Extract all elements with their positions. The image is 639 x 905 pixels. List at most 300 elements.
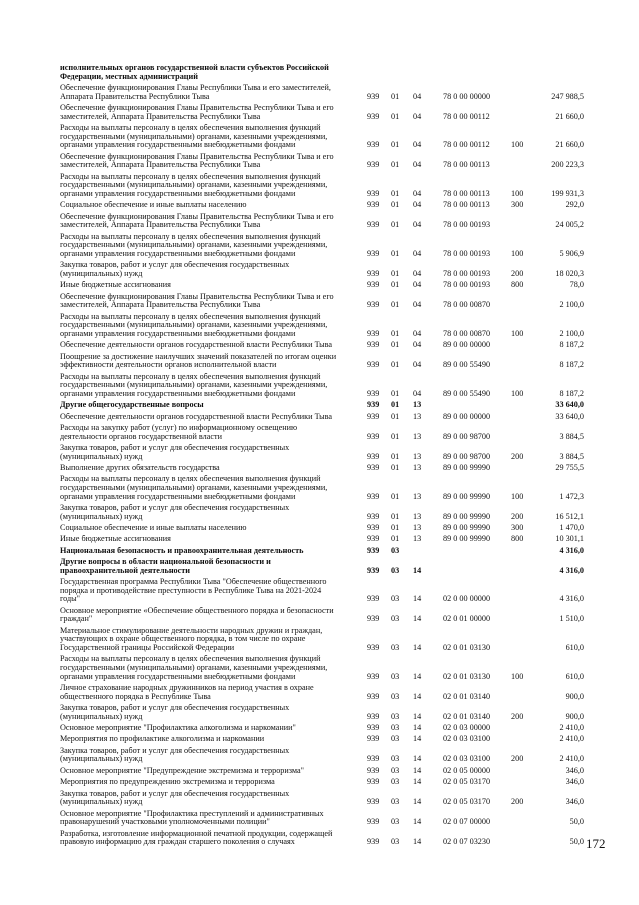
target-article-code: 02 0 07 00000 <box>443 817 491 827</box>
section-code: 03 <box>391 817 400 827</box>
grbs-code: 939 <box>367 220 380 230</box>
table-row <box>0 627 639 653</box>
row-description <box>60 810 352 827</box>
page-number: 172 <box>586 836 606 851</box>
subsection-code: 04 <box>413 200 422 210</box>
target-article-code: 89 0 00 99990 <box>443 491 491 501</box>
section-code: 01 <box>391 268 400 278</box>
subsection-code: 13 <box>413 400 422 410</box>
grbs-code: 939 <box>367 188 380 198</box>
description-line: Федерации, местных администраций <box>60 72 198 81</box>
table-row <box>0 607 639 624</box>
target-article-code: 02 0 01 03130 <box>443 642 491 652</box>
description-line: Расходы на выплаты персоналу в целях обеспечения выполнения функций <box>60 124 321 132</box>
table-row <box>0 124 639 150</box>
amount: 5 906,9 <box>559 248 584 258</box>
grbs-code: 939 <box>367 328 380 338</box>
table-row <box>0 213 639 230</box>
table-row <box>0 724 639 733</box>
subsection-code: 04 <box>413 91 422 101</box>
expense-type-code: 300 <box>511 200 524 210</box>
grbs-code: 939 <box>367 594 380 604</box>
target-article-code: 89 0 00 98700 <box>443 451 491 461</box>
amount: 3 884,5 <box>559 451 584 461</box>
expense-type-code: 100 <box>511 248 524 258</box>
amount: 1 470,0 <box>559 523 584 532</box>
row-description <box>60 524 352 533</box>
grbs-code: 939 <box>367 248 380 258</box>
grbs-code: 939 <box>367 300 380 310</box>
description-line: Национальная безопасность и правоохранительная деятельность <box>60 546 304 555</box>
row-description <box>60 627 352 653</box>
amount: 247 988,5 <box>551 91 584 101</box>
section-code: 03 <box>391 734 400 744</box>
description-line: Обеспечение деятельности органов государственной власти Республики Тыва <box>60 412 333 421</box>
amount: 33 640,0 <box>555 400 584 410</box>
table-row <box>0 401 639 410</box>
amount: 8 187,2 <box>559 340 584 350</box>
section-code: 01 <box>391 451 400 461</box>
description-line: Расходы на выплаты персоналу в целях обеспечения выполнения функций <box>60 655 321 664</box>
amount: 346,0 <box>565 765 584 775</box>
description-line: Закупка товаров, работ и услуг для обеспечения государственных <box>60 504 290 512</box>
table-row <box>0 261 639 278</box>
amount: 24 005,2 <box>555 220 584 230</box>
section-code: 01 <box>391 523 400 532</box>
description-line: Закупка товаров, работ и услуг для обеспечения государственных <box>60 746 290 755</box>
table-row <box>0 524 639 533</box>
subsection-code: 13 <box>413 491 422 501</box>
description-line: исполнительных органов государственной власти субъектов Российской <box>60 64 329 72</box>
description-line: государственными (муниципальными) органами, казенными учреждениями, <box>60 663 328 672</box>
amount: 200 223,3 <box>551 160 584 170</box>
grbs-code: 939 <box>367 565 380 575</box>
expense-type-code: 100 <box>511 491 524 501</box>
row-description <box>60 464 352 473</box>
subsection-code: 04 <box>413 248 422 258</box>
subsection-code: 13 <box>413 411 422 421</box>
grbs-code: 939 <box>367 388 380 398</box>
description-line: Социальное обеспечение и иные выплаты населению <box>60 524 247 532</box>
subsection-code: 04 <box>413 340 422 350</box>
section-code: 01 <box>391 388 400 398</box>
target-article-code: 89 0 00 55490 <box>443 388 491 398</box>
grbs-code: 939 <box>367 777 380 787</box>
description-line: заместителей, Аппарата Правительства Республики Тыва <box>60 221 261 230</box>
grbs-code: 939 <box>367 111 380 121</box>
description-line: (муниципальных) нужд <box>60 269 143 278</box>
description-line: Иные бюджетные ассигнования <box>60 281 171 290</box>
description-line: (муниципальных) нужд <box>60 798 143 807</box>
expense-type-code: 200 <box>511 268 524 278</box>
subsection-code: 14 <box>413 671 422 681</box>
row-description <box>60 578 352 604</box>
target-article-code: 89 0 00 98700 <box>443 431 491 441</box>
target-article-code: 89 0 00 99990 <box>443 534 491 544</box>
description-line: Обеспечение функционирования Главы Правительства Республики Тыва и его <box>60 292 334 301</box>
expense-type-code: 800 <box>511 534 524 544</box>
row-description <box>60 735 352 744</box>
section-code: 01 <box>391 188 400 198</box>
description-line: органами управления государственными внебюджетными фондами <box>60 141 296 150</box>
grbs-code: 939 <box>367 140 380 150</box>
section-code: 03 <box>391 565 400 575</box>
target-article-code: 02 0 05 03170 <box>443 797 491 807</box>
description-line: органами управления государственными внебюджетными фондами <box>60 492 296 501</box>
row-description <box>60 655 352 681</box>
section-code: 01 <box>391 534 400 544</box>
row-description <box>60 353 352 370</box>
subsection-code: 13 <box>413 451 422 461</box>
target-article-code: 78 0 00 00193 <box>443 220 491 230</box>
description-line: порядка и противодействие преступности в Республике Тыва на 2021-2024 <box>60 586 322 595</box>
description-line: Обеспечение функционирования Главы Правительства Республики Тыва и его <box>60 212 334 221</box>
subsection-code: 04 <box>413 268 422 278</box>
row-description <box>60 424 352 441</box>
grbs-code: 939 <box>367 765 380 775</box>
subsection-code: 14 <box>413 691 422 701</box>
row-description <box>60 373 352 399</box>
amount: 10 301,1 <box>555 534 584 544</box>
row-description <box>60 767 352 776</box>
target-article-code: 02 0 03 03100 <box>443 754 491 764</box>
row-description <box>60 281 352 290</box>
target-article-code: 02 0 03 03100 <box>443 734 491 744</box>
description-line: Обеспечение функционирования Главы Правительства Республики Тыва и его <box>60 152 334 161</box>
description-line: заместителей, Аппарата Правительства Республики Тыва <box>60 112 261 121</box>
grbs-code: 939 <box>367 91 380 101</box>
target-article-code: 02 0 07 03230 <box>443 837 491 847</box>
description-line: государственными (муниципальными) органами, казенными учреждениями, <box>60 483 328 492</box>
description-line: Основное мероприятие "Профилактика алкоголизма и наркомании" <box>60 724 296 732</box>
subsection-code: 13 <box>413 431 422 441</box>
amount: 1 510,0 <box>559 614 584 624</box>
description-line: Закупка товаров, работ и услуг для обеспечения государственных <box>60 789 290 798</box>
subsection-code: 04 <box>413 300 422 310</box>
row-description <box>60 213 352 230</box>
grbs-code: 939 <box>367 491 380 501</box>
row-description <box>60 547 352 556</box>
description-line: (муниципальных) нужд <box>60 452 143 461</box>
table-row <box>0 313 639 339</box>
table-row <box>0 173 639 199</box>
description-line: (муниципальных) нужд <box>60 512 143 521</box>
subsection-code: 14 <box>413 754 422 764</box>
section-code: 01 <box>391 400 400 410</box>
table-row <box>0 84 639 101</box>
amount: 2 100,0 <box>559 300 584 310</box>
subsection-code: 04 <box>413 188 422 198</box>
section-code: 01 <box>391 248 400 258</box>
section-code: 01 <box>391 300 400 310</box>
description-line: государственными (муниципальными) органами, казенными учреждениями, <box>60 321 328 330</box>
subsection-code: 04 <box>413 220 422 230</box>
target-article-code: 78 0 00 00113 <box>443 200 490 210</box>
grbs-code: 939 <box>367 837 380 847</box>
amount: 8 187,2 <box>559 360 584 370</box>
amount: 33 640,0 <box>555 411 584 421</box>
description-line: участвующих в охране общественного порядка, в том числе по охране <box>60 635 306 644</box>
expense-type-code: 200 <box>511 711 524 721</box>
table-row <box>0 281 639 290</box>
grbs-code: 939 <box>367 463 380 472</box>
description-line: Личное страхование народных дружинников на период участия в охране <box>60 684 314 692</box>
row-description <box>60 313 352 339</box>
row-description <box>60 64 352 81</box>
subsection-code: 14 <box>413 614 422 624</box>
amount: 1 472,3 <box>559 491 584 501</box>
table-row <box>0 504 639 521</box>
amount: 50,0 <box>569 817 584 827</box>
target-article-code: 02 0 01 03130 <box>443 671 491 681</box>
description-line: органами управления государственными внебюджетными фондами <box>60 189 296 198</box>
row-description <box>60 444 352 461</box>
row-description <box>60 747 352 764</box>
expense-type-code: 100 <box>511 671 524 681</box>
target-article-code: 78 0 00 00870 <box>443 300 491 310</box>
subsection-code: 13 <box>413 534 422 544</box>
table-row <box>0 373 639 399</box>
description-line: Социальное обеспечение и иные выплаты населению <box>60 201 247 210</box>
description-line: Основное мероприятие "Профилактика преступлений и административных <box>60 809 324 818</box>
grbs-code: 939 <box>367 431 380 441</box>
table-row <box>0 104 639 121</box>
section-code: 03 <box>391 642 400 652</box>
description-line: (муниципальных) нужд <box>60 755 143 764</box>
table-row <box>0 201 639 210</box>
subsection-code: 04 <box>413 160 422 170</box>
subsection-code: 04 <box>413 388 422 398</box>
expense-type-code: 100 <box>511 188 524 198</box>
expense-type-code: 200 <box>511 754 524 764</box>
grbs-code: 939 <box>367 523 380 532</box>
subsection-code: 04 <box>413 140 422 150</box>
expense-type-code: 100 <box>511 388 524 398</box>
expense-type-code: 100 <box>511 328 524 338</box>
description-line: Закупка товаров, работ и услуг для обеспечения государственных <box>60 704 290 712</box>
description-line: Аппарата Правительства Республики Тыва <box>60 92 210 101</box>
target-article-code: 02 0 05 00000 <box>443 765 491 775</box>
grbs-code: 939 <box>367 817 380 827</box>
table-row <box>0 790 639 807</box>
table-row <box>0 353 639 370</box>
section-code: 03 <box>391 754 400 764</box>
amount: 900,0 <box>565 711 584 721</box>
row-description <box>60 535 352 544</box>
grbs-code: 939 <box>367 691 380 701</box>
amount: 4 316,0 <box>559 594 584 604</box>
description-line: государственными (муниципальными) органами, казенными учреждениями, <box>60 181 328 190</box>
amount: 78,0 <box>569 280 584 290</box>
description-line: Расходы на выплаты персоналу в целях обеспечения выполнения функций <box>60 475 321 484</box>
description-line: Мероприятия по профилактике алкоголизма и наркомании <box>60 735 265 744</box>
row-description <box>60 413 352 422</box>
subsection-code: 13 <box>413 511 422 521</box>
target-article-code: 78 0 00 00193 <box>443 248 491 258</box>
target-article-code: 78 0 00 00112 <box>443 140 490 150</box>
amount: 292,0 <box>565 200 584 210</box>
section-code: 01 <box>391 431 400 441</box>
section-code: 03 <box>391 594 400 604</box>
expense-type-code: 100 <box>511 140 524 150</box>
grbs-code: 939 <box>367 200 380 210</box>
target-article-code: 02 0 00 00000 <box>443 594 491 604</box>
description-line: правонарушений участковыми уполномоченными полиции" <box>60 818 270 827</box>
row-description <box>60 124 352 150</box>
section-code: 01 <box>391 111 400 121</box>
table-row <box>0 778 639 787</box>
grbs-code: 939 <box>367 534 380 544</box>
description-line: Выполнение других обязательств государства <box>60 464 220 472</box>
subsection-code: 14 <box>413 777 422 787</box>
amount: 4 316,0 <box>559 565 584 575</box>
description-line: эффективности деятельности органов исполнительной власти <box>60 361 277 370</box>
table-row <box>0 233 639 259</box>
section-code: 01 <box>391 140 400 150</box>
target-article-code: 78 0 00 00193 <box>443 268 491 278</box>
description-line: Мероприятия по предупреждению экстремизма и терроризма <box>60 778 275 787</box>
grbs-code: 939 <box>367 360 380 370</box>
table-row <box>0 704 639 721</box>
subsection-code: 13 <box>413 463 422 472</box>
section-code: 03 <box>391 797 400 807</box>
target-article-code: 78 0 00 00113 <box>443 188 490 198</box>
description-line: Основное мероприятие «Обеспечение общественного порядка и безопасности <box>60 606 334 615</box>
description-line: Закупка товаров, работ и услуг для обеспечения государственных <box>60 444 290 452</box>
amount: 900,0 <box>565 691 584 701</box>
grbs-code: 939 <box>367 723 380 732</box>
amount: 21 660,0 <box>555 140 584 150</box>
subsection-code: 14 <box>413 817 422 827</box>
section-code: 01 <box>391 200 400 210</box>
table-row <box>0 464 639 473</box>
section-code: 03 <box>391 837 400 847</box>
target-article-code: 78 0 00 00193 <box>443 280 491 290</box>
target-article-code: 02 0 05 03170 <box>443 777 491 787</box>
table-row <box>0 547 639 556</box>
description-line: правоохранительной деятельности <box>60 566 191 575</box>
grbs-code: 939 <box>367 451 380 461</box>
description-line: общественного порядка в Республике Тыва <box>60 692 211 701</box>
description-line: Обеспечение функционирования Главы Республики Тыва и его заместителей, <box>60 84 331 92</box>
description-line: Другие общегосударственные вопросы <box>60 401 204 410</box>
description-line: Расходы на выплаты персоналу в целях обеспечения выполнения функций <box>60 372 321 381</box>
description-line: заместителей, Аппарата Правительства Республики Тыва <box>60 161 261 170</box>
target-article-code: 89 0 00 99990 <box>443 511 491 521</box>
row-description <box>60 830 352 847</box>
description-line: органами управления государственными внебюджетными фондами <box>60 672 296 681</box>
grbs-code: 939 <box>367 340 380 350</box>
description-line: органами управления государственными внебюджетными фондами <box>60 329 296 338</box>
row-description <box>60 201 352 210</box>
table-row <box>0 153 639 170</box>
row-description <box>60 261 352 278</box>
description-line: Иные бюджетные ассигнования <box>60 535 171 544</box>
section-code: 01 <box>391 360 400 370</box>
row-description <box>60 704 352 721</box>
description-line: Расходы на выплаты персоналу в целях обеспечения выполнения функций <box>60 172 321 181</box>
row-description <box>60 778 352 787</box>
grbs-code: 939 <box>367 268 380 278</box>
row-description <box>60 504 352 521</box>
table-row <box>0 535 639 544</box>
amount: 2 410,0 <box>559 723 584 732</box>
row-description <box>60 341 352 350</box>
amount: 2 410,0 <box>559 734 584 744</box>
table-row <box>0 747 639 764</box>
amount: 610,0 <box>565 642 584 652</box>
amount: 29 755,5 <box>555 463 584 472</box>
table-row <box>0 64 639 81</box>
section-code: 03 <box>391 765 400 775</box>
expense-type-code: 200 <box>511 451 524 461</box>
amount: 18 020,3 <box>555 268 584 278</box>
grbs-code: 939 <box>367 280 380 290</box>
description-line: Государственной границы Российской Федерации <box>60 643 235 652</box>
row-description <box>60 153 352 170</box>
description-line: правовую информацию для граждан старшего поколения о случаях <box>60 838 295 847</box>
section-code: 03 <box>391 723 400 732</box>
section-code: 03 <box>391 711 400 721</box>
row-description <box>60 233 352 259</box>
grbs-code: 939 <box>367 400 380 410</box>
description-line: Обеспечение функционирования Главы Правительства Республики Тыва и его <box>60 104 334 112</box>
table-row <box>0 424 639 441</box>
target-article-code: 89 0 00 99990 <box>443 523 491 532</box>
section-code: 01 <box>391 491 400 501</box>
subsection-code: 14 <box>413 734 422 744</box>
subsection-code: 14 <box>413 565 422 575</box>
row-description <box>60 293 352 310</box>
amount: 346,0 <box>565 777 584 787</box>
section-code: 01 <box>391 328 400 338</box>
subsection-code: 14 <box>413 711 422 721</box>
subsection-code: 04 <box>413 328 422 338</box>
row-description <box>60 104 352 121</box>
grbs-code: 939 <box>367 734 380 744</box>
grbs-code: 939 <box>367 160 380 170</box>
section-code: 01 <box>391 463 400 472</box>
table-row <box>0 684 639 701</box>
description-line: государственными (муниципальными) органами, казенными учреждениями, <box>60 381 328 390</box>
target-article-code: 89 0 00 00000 <box>443 411 491 421</box>
description-line: Государственная программа Республики Тыва "Обеспечение общественного <box>60 578 327 587</box>
description-line: органами управления государственными внебюджетными фондами <box>60 249 296 258</box>
expense-type-code: 300 <box>511 523 524 532</box>
table-row <box>0 293 639 310</box>
subsection-code: 13 <box>413 523 422 532</box>
amount: 4 316,0 <box>559 545 584 555</box>
target-article-code: 78 0 00 00113 <box>443 160 490 170</box>
description-line: заместителей, Аппарата Правительства Республики Тыва <box>60 301 261 310</box>
table-row <box>0 413 639 422</box>
row-description <box>60 558 352 575</box>
table-row <box>0 767 639 776</box>
subsection-code: 04 <box>413 280 422 290</box>
target-article-code: 02 0 01 00000 <box>443 614 491 624</box>
table-row <box>0 475 639 501</box>
row-description <box>60 607 352 624</box>
description-line: государственными (муниципальными) органами, казенными учреждениями, <box>60 132 328 141</box>
section-code: 01 <box>391 411 400 421</box>
description-line: органами управления государственными внебюджетными фондами <box>60 389 296 398</box>
subsection-code: 14 <box>413 642 422 652</box>
row-description <box>60 684 352 701</box>
description-line: Разработка, изготовление информационной печатной продукции, содержащей <box>60 829 333 838</box>
section-code: 01 <box>391 160 400 170</box>
grbs-code: 939 <box>367 711 380 721</box>
description-line: годы" <box>60 595 81 604</box>
